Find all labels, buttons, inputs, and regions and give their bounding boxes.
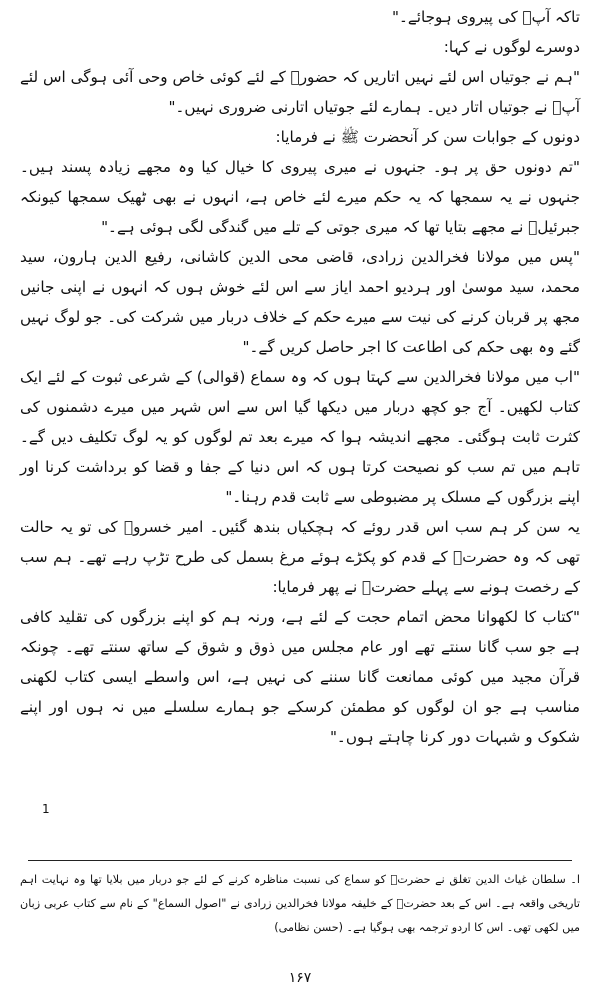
paragraph-4: دونوں کے جوابات سن کر آنحضرت ﷺ نے فرمایا:	[275, 128, 580, 146]
paragraph-7: "اب میں مولانا فخرالدین سے کہتا ہوں کہ وہ سماع (قوالی) کے شرعی ثبوت کے لئے ایک کتاب لکھیں۔ آج جو کچھ دربار میں دیکھا گیا اس سے اس شہر میں میرے دشمنوں کی کثرت ثابت ہوگئی۔ مجھے اندیشہ ہوا کہ میرے بعد تم لوگوں کو یہ لوگ تکلیف دیں گے۔ تاہم میں تم سب کو نصیحت کرتا ہوں کہ اس دنیا کے جفا و قضا کو برداشت کرنا اور اپنے بزرگوں کے مسلک پر مضبوطی سے ثابت قدم رہنا۔"	[20, 368, 580, 506]
footnote-marker: 1	[42, 802, 50, 816]
paragraph-2: دوسرے لوگوں نے کہا:	[443, 38, 580, 56]
paragraph-3: "ہم نے جوتیاں اس لئے نہیں اتاریں کہ حضورؐ کے لئے کوئی خاص وحی آئی ہوگی اس لئے آپؐ نے جوتیاں اتار دیں۔ ہمارے لئے جوتیاں اتارنی ضروری نہیں۔"	[20, 68, 580, 116]
footnote-divider	[28, 860, 572, 861]
main-text	[20, 2, 580, 752]
paragraph-5: "تم دونوں حق پر ہو۔ جنہوں نے میری پیروی کا خیال کیا وہ مجھے زیادہ پسند ہیں۔ جنہوں نے یہ سمجھا کہ یہ حکم میرے لئے خاص ہے، انہوں نے بھی ٹھیک سمجھا کیونکہ جبرئیلؑ نے مجھے بتایا تھا کہ میری جوتی کے تلے میں گندگی لگی ہوئی ہے۔"	[20, 158, 580, 236]
footnotes	[20, 868, 580, 940]
page-number: ۱۶۷	[288, 970, 312, 986]
paragraph-9: "کتاب کا لکھوانا محض اتمام حجت کے لئے ہے، ورنہ ہم کو اپنے بزرگوں کی تقلید کافی ہے جو سب گانا سنتے تھے اور عام مجلس میں ذوق و شوق کے ساتھ سنتے تھے۔ چونکہ قرآن مجید میں کوئی ممانعت گانا سننے کی نہیں ہے، اس واسطے ایسی کتاب لکھنی مناسب ہے جو ان لوگوں کو مطمئن کرسکے جو ہمارے سلسلے میں نہ ہوں اور اپنے شکوک و شبہات دور کرنا چاہتے ہوں۔"	[20, 608, 580, 746]
footnote-1: ا۔ سلطان غیاث الدین تغلق نے حضرتؒ کو سماع کی نسبت مناظرہ کرنے کے لئے جو دربار میں بلایا تھا وہ نہایت اہم تاریخی واقعہ ہے۔ اس کے بعد حضرتؒ کے خلیفہ مولانا فخرالدین زرادی نے "اصول السماع" کے نام سے کتاب عربی زبان میں لکھی تھی۔ اس کا اردو ترجمہ بھی ہوگیا ہے۔ (حسن نظامی)	[20, 873, 580, 934]
paragraph-1: تاکہ آپؐ کی پیروی ہوجائے۔"	[392, 8, 580, 26]
paragraph-6: "پس میں مولانا فخرالدین زرادی، قاضی محی الدین کاشانی، رفیع الدین ہارون، سید محمد، سید موسیٰ اور ہردیو احمد ایاز سے اس لئے خوش ہوں کہ انہوں نے اپنی جانیں مجھ پر قربان کرنے کی نیت سے میرے حکم کے خلاف دربار میں شرکت کی۔ جو لوگ نہیں گئے وہ بھی حکم کی اطاعت کا اجر حاصل کریں گے۔"	[20, 248, 580, 356]
paragraph-8: یہ سن کر ہم سب اس قدر روئے کہ ہچکیاں بندھ گئیں۔ امیر خسروؒ کی تو یہ حالت تھی کہ وہ حضرتؒ کے قدم کو پکڑے ہوئے مرغ بسمل کی طرح تڑپ رہے تھے۔ ہم سب کے رخصت ہونے سے پہلے حضرتؒ نے پھر فرمایا:	[20, 518, 580, 596]
book-page	[20, 2, 580, 998]
